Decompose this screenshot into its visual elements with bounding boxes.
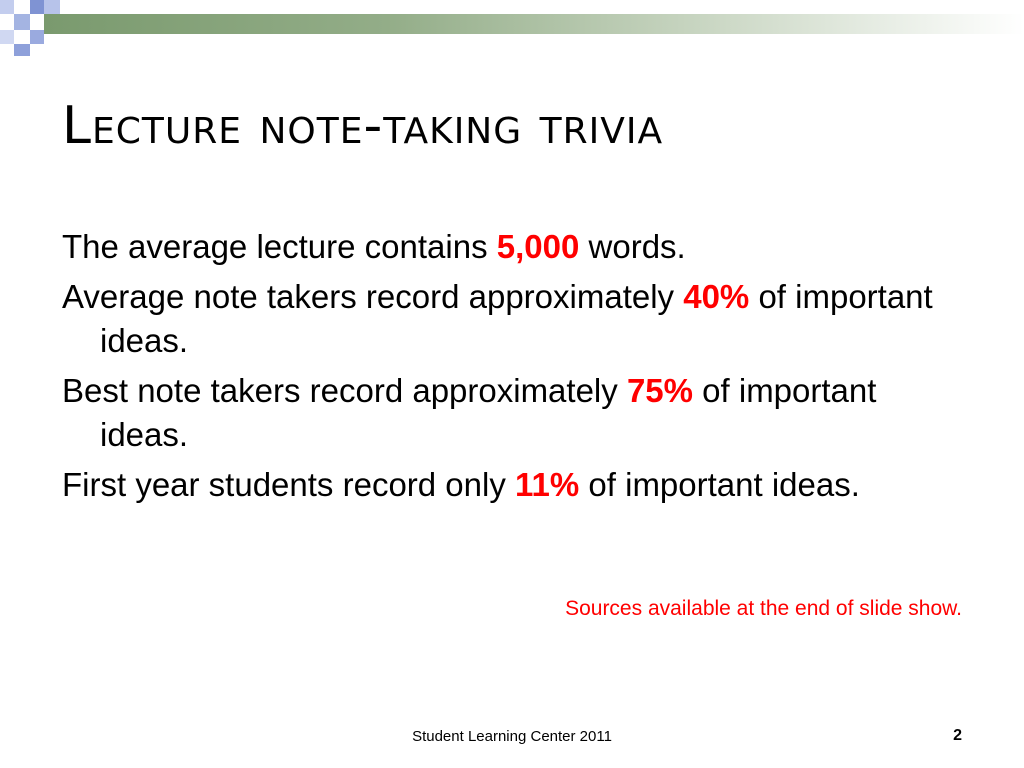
bullet-highlight: 11% xyxy=(515,466,580,503)
decorative-square xyxy=(30,30,44,44)
bullet-text: words. xyxy=(579,228,686,265)
footer-text: Student Learning Center 2011 xyxy=(412,728,612,745)
slide-title: Lecture note-taking trivia xyxy=(62,96,664,156)
decorative-square xyxy=(30,0,44,14)
decorative-square xyxy=(14,14,30,30)
bullet-text: Best note takers record approximately xyxy=(62,372,627,409)
top-gradient-bar xyxy=(44,14,1024,34)
bullet-list xyxy=(62,225,962,513)
page-number: 2 xyxy=(953,727,962,744)
decorative-square xyxy=(0,0,14,14)
bullet-text: Average note takers record approximately xyxy=(62,278,684,315)
bullet-item xyxy=(62,275,962,363)
bullet-text: of important ideas. xyxy=(100,372,877,453)
bullet-highlight: 40% xyxy=(683,278,750,315)
bullet-item xyxy=(62,463,962,507)
bullet-text: of important ideas. xyxy=(579,466,860,503)
bullet-text: of important ideas. xyxy=(100,278,933,359)
bullet-item xyxy=(62,225,962,269)
bullet-text: The average lecture contains xyxy=(62,228,497,265)
bullet-item xyxy=(62,369,962,457)
decorative-square xyxy=(14,44,30,56)
decorative-square xyxy=(0,30,14,44)
bullet-text: First year students record only xyxy=(62,466,516,503)
bullet-highlight: 75% xyxy=(626,372,693,409)
decorative-square xyxy=(44,0,60,14)
bullet-highlight: 5,000 xyxy=(496,228,580,265)
sources-note: Sources available at the end of slide show. xyxy=(565,597,962,620)
